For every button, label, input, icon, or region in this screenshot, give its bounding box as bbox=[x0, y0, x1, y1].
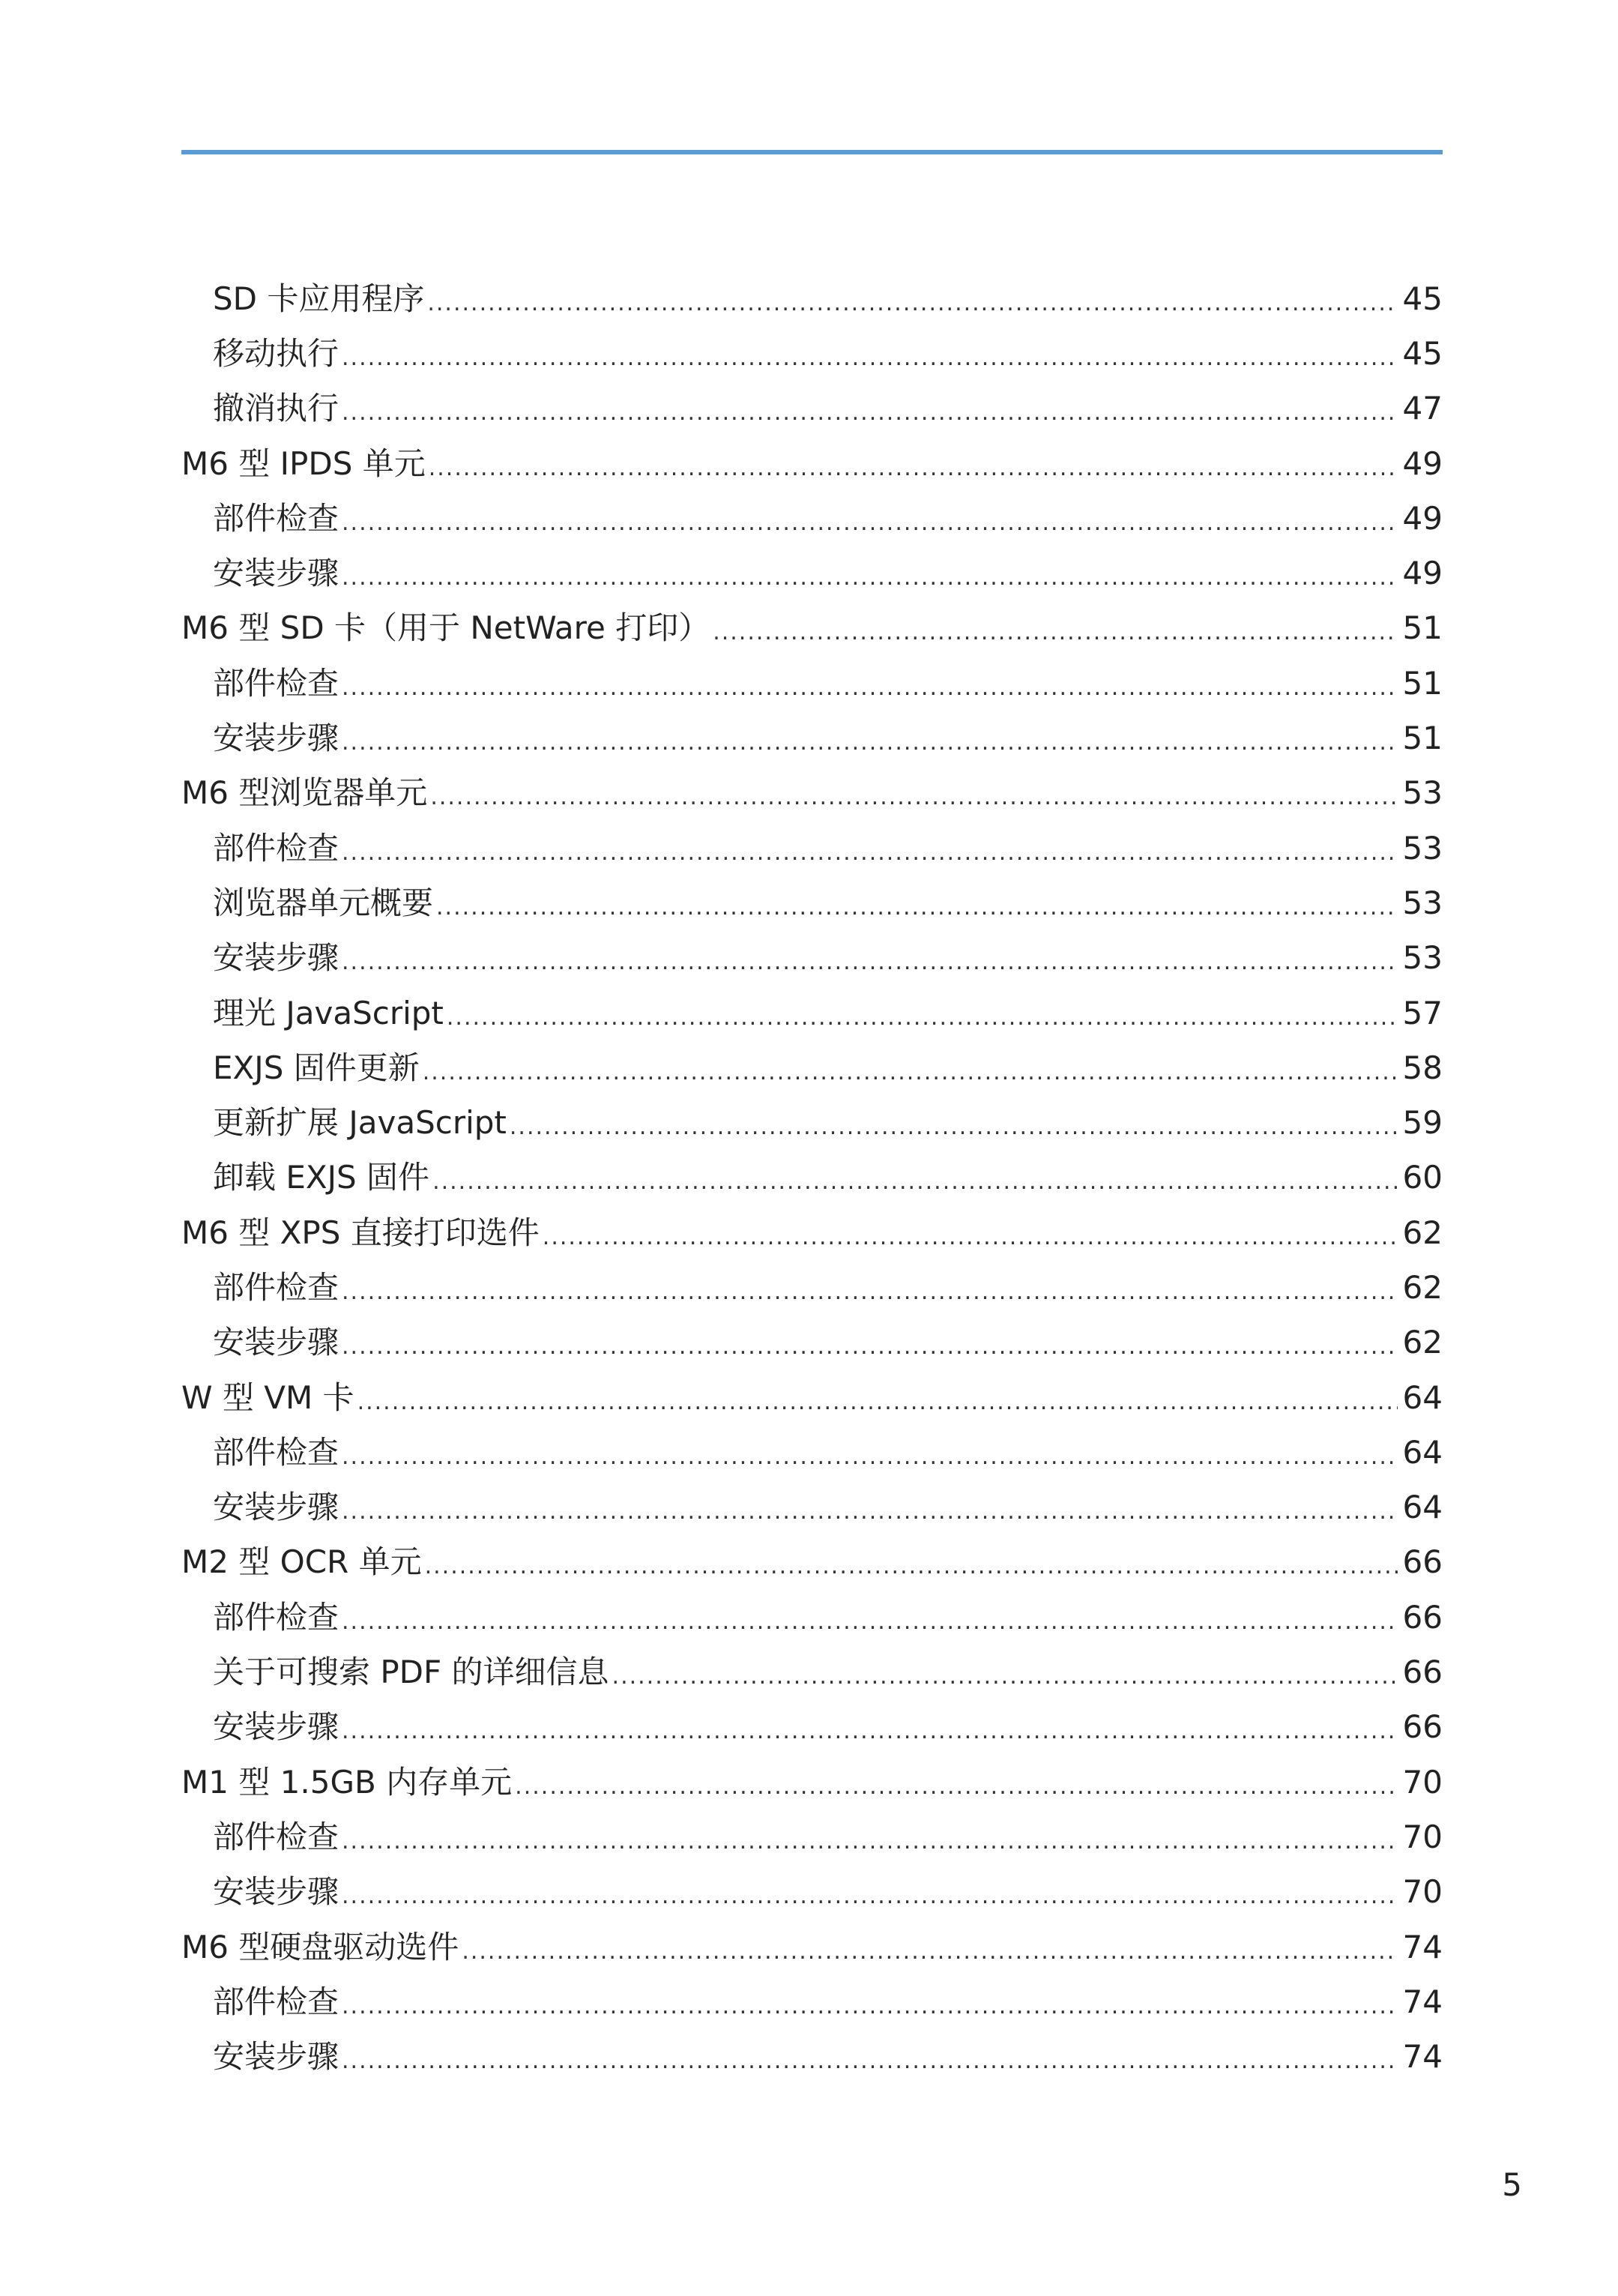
toc-dot-leader bbox=[342, 842, 1398, 864]
toc-entry-page: 49 bbox=[1402, 499, 1443, 537]
toc-entry-page: 66 bbox=[1402, 1654, 1443, 1691]
toc-entry-page: 49 bbox=[1402, 445, 1443, 482]
toc-entry-title: M6 型 XPS 直接打印选件 bbox=[181, 1214, 540, 1251]
toc-entry-page: 58 bbox=[1402, 1049, 1443, 1086]
toc-entry-page: 64 bbox=[1402, 1433, 1443, 1471]
toc-entry-page: 49 bbox=[1402, 555, 1443, 592]
toc-entry-page: 70 bbox=[1402, 1873, 1443, 1911]
toc-entry-title: 安装步骤 bbox=[213, 2038, 339, 2076]
toc-entry[interactable] bbox=[181, 601, 1443, 656]
toc-entry-title: M6 型硬盘驱动选件 bbox=[181, 1928, 459, 1965]
toc-entry-title: 安装步骤 bbox=[213, 939, 339, 977]
toc-entry-title: 更新扩展 JavaScript bbox=[213, 1104, 507, 1142]
toc-entry-title: 部件检查 bbox=[213, 1433, 339, 1471]
toc-entry[interactable] bbox=[181, 1920, 1443, 1974]
toc-entry[interactable] bbox=[181, 1865, 1443, 1920]
toc-dot-leader bbox=[357, 1391, 1398, 1414]
toc-entry[interactable] bbox=[181, 491, 1443, 546]
toc-entry[interactable] bbox=[181, 1151, 1443, 1205]
toc-entry[interactable] bbox=[181, 1260, 1443, 1315]
toc-dot-leader bbox=[342, 512, 1398, 534]
toc-entry-page: 70 bbox=[1402, 1763, 1443, 1801]
toc-entry-title: 浏览器单元概要 bbox=[213, 884, 434, 921]
toc-entry-title: M6 型 SD 卡（用于 NetWare 打印） bbox=[181, 609, 710, 647]
toc-entry[interactable] bbox=[181, 1370, 1443, 1425]
toc-entry[interactable] bbox=[181, 1755, 1443, 1810]
toc-entry[interactable] bbox=[181, 1480, 1443, 1535]
toc-entry-page: 53 bbox=[1402, 939, 1443, 977]
toc-dot-leader bbox=[342, 1885, 1398, 1908]
toc-entry[interactable] bbox=[181, 436, 1443, 491]
toc-dot-leader bbox=[425, 1555, 1398, 1578]
toc-entry[interactable] bbox=[181, 271, 1443, 326]
toc-entry-page: 51 bbox=[1402, 609, 1443, 647]
toc-entry[interactable] bbox=[181, 656, 1443, 711]
toc-dot-leader bbox=[342, 567, 1398, 589]
toc-entry[interactable] bbox=[181, 1645, 1443, 1699]
toc-entry-title: M6 型浏览器单元 bbox=[181, 774, 428, 812]
toc-dot-leader bbox=[462, 1941, 1398, 1963]
toc-entry-title: 安装步骤 bbox=[213, 555, 339, 592]
toc-entry-page: 45 bbox=[1402, 334, 1443, 372]
toc-dot-leader bbox=[342, 732, 1398, 754]
toc-dot-leader bbox=[432, 1171, 1398, 1193]
page-number: 5 bbox=[1502, 2166, 1522, 2203]
toc-entry-page: 74 bbox=[1402, 1928, 1443, 1965]
toc-dot-leader bbox=[515, 1776, 1398, 1798]
toc-entry-page: 66 bbox=[1402, 1598, 1443, 1636]
toc-entry-title: EXJS 固件更新 bbox=[213, 1049, 420, 1086]
toc-entry-page: 47 bbox=[1402, 390, 1443, 427]
toc-dot-leader bbox=[342, 1336, 1398, 1358]
toc-entry-page: 66 bbox=[1402, 1543, 1443, 1581]
toc-entry-page: 59 bbox=[1402, 1104, 1443, 1142]
toc-entry-title: 理光 JavaScript bbox=[213, 994, 444, 1031]
toc-entry[interactable] bbox=[181, 986, 1443, 1040]
toc-entry-page: 53 bbox=[1402, 829, 1443, 867]
toc-entry-page: 53 bbox=[1402, 884, 1443, 921]
toc-entry-title: 撤消执行 bbox=[213, 390, 339, 427]
toc-entry-page: 53 bbox=[1402, 774, 1443, 812]
toc-entry[interactable] bbox=[181, 1590, 1443, 1645]
toc-entry-title: 移动执行 bbox=[213, 334, 339, 372]
toc-dot-leader bbox=[436, 897, 1398, 919]
toc-entry[interactable] bbox=[181, 382, 1443, 436]
toc-entry-page: 62 bbox=[1402, 1214, 1443, 1251]
toc-entry-title: 部件检查 bbox=[213, 499, 339, 537]
toc-dot-leader bbox=[342, 402, 1398, 424]
toc-entry-title: M6 型 IPDS 单元 bbox=[181, 445, 426, 482]
toc-entry-page: 62 bbox=[1402, 1268, 1443, 1306]
toc-entry-title: W 型 VM 卡 bbox=[181, 1378, 354, 1416]
toc-entry-page: 60 bbox=[1402, 1159, 1443, 1196]
toc-dot-leader bbox=[423, 1061, 1398, 1084]
header-rule bbox=[181, 150, 1443, 154]
toc-entry-title: 部件检查 bbox=[213, 829, 339, 867]
toc-dot-leader bbox=[612, 1666, 1398, 1688]
toc-entry-page: 62 bbox=[1402, 1324, 1443, 1361]
toc-entry[interactable] bbox=[181, 1700, 1443, 1755]
toc-entry[interactable] bbox=[181, 1425, 1443, 1480]
toc-entry[interactable] bbox=[181, 766, 1443, 821]
toc-entry-title: 部件检查 bbox=[213, 1818, 339, 1855]
toc-dot-leader bbox=[342, 1501, 1398, 1523]
toc-entry[interactable] bbox=[181, 711, 1443, 765]
toc-entry-page: 64 bbox=[1402, 1378, 1443, 1416]
toc-dot-leader bbox=[713, 621, 1398, 644]
toc-entry-title: 部件检查 bbox=[213, 664, 339, 702]
toc-dot-leader bbox=[342, 347, 1398, 370]
toc-entry[interactable] bbox=[181, 326, 1443, 381]
toc-dot-leader bbox=[342, 951, 1398, 974]
toc-dot-leader bbox=[342, 677, 1398, 699]
toc-entry[interactable] bbox=[181, 1040, 1443, 1095]
toc-entry-title: 部件检查 bbox=[213, 1268, 339, 1306]
toc-entry[interactable] bbox=[181, 1810, 1443, 1864]
toc-dot-leader bbox=[342, 1831, 1398, 1853]
toc-dot-leader bbox=[543, 1226, 1398, 1249]
toc-entry-title: 安装步骤 bbox=[213, 1489, 339, 1526]
toc-entry-title: 关于可搜索 PDF 的详细信息 bbox=[213, 1654, 609, 1691]
toc-entry-page: 51 bbox=[1402, 720, 1443, 757]
toc-dot-leader bbox=[342, 1446, 1398, 1468]
toc-entry[interactable] bbox=[181, 1974, 1443, 2029]
toc-entry[interactable] bbox=[181, 821, 1443, 876]
toc-entry[interactable] bbox=[181, 2030, 1443, 2085]
toc-dot-leader bbox=[427, 292, 1398, 315]
toc-entry-title: M1 型 1.5GB 内存单元 bbox=[181, 1763, 513, 1801]
toc-entry-page: 64 bbox=[1402, 1489, 1443, 1526]
toc-entry-title: 卸载 EXJS 固件 bbox=[213, 1159, 430, 1196]
toc-dot-leader bbox=[429, 457, 1398, 480]
toc-entry[interactable] bbox=[181, 876, 1443, 930]
toc-entry-title: M2 型 OCR 单元 bbox=[181, 1543, 422, 1581]
toc-dot-leader bbox=[447, 1007, 1398, 1029]
toc-entry-title: SD 卡应用程序 bbox=[213, 280, 425, 317]
toc-entry-title: 部件检查 bbox=[213, 1598, 339, 1636]
toc-dot-leader bbox=[342, 2050, 1398, 2073]
toc-entry[interactable] bbox=[181, 1205, 1443, 1260]
toc-entry[interactable] bbox=[181, 1316, 1443, 1370]
toc-entry-title: 安装步骤 bbox=[213, 1873, 339, 1911]
toc-dot-leader bbox=[430, 786, 1398, 809]
toc-dot-leader bbox=[342, 1720, 1398, 1743]
toc-entry-title: 部件检查 bbox=[213, 1983, 339, 2020]
toc-entry-page: 66 bbox=[1402, 1708, 1443, 1746]
toc-dot-leader bbox=[510, 1116, 1398, 1139]
toc-entry-title: 安装步骤 bbox=[213, 1708, 339, 1746]
toc-entry[interactable] bbox=[181, 1095, 1443, 1150]
toc-dot-leader bbox=[342, 1995, 1398, 2018]
toc-entry[interactable] bbox=[181, 546, 1443, 600]
toc-entry-page: 57 bbox=[1402, 994, 1443, 1031]
table-of-contents bbox=[181, 271, 1443, 2085]
toc-entry-page: 45 bbox=[1402, 280, 1443, 317]
toc-entry-page: 51 bbox=[1402, 664, 1443, 702]
toc-entry-page: 70 bbox=[1402, 1818, 1443, 1855]
toc-entry-title: 安装步骤 bbox=[213, 1324, 339, 1361]
toc-dot-leader bbox=[342, 1281, 1398, 1304]
toc-entry[interactable] bbox=[181, 931, 1443, 986]
toc-entry-title: 安装步骤 bbox=[213, 720, 339, 757]
toc-entry-page: 74 bbox=[1402, 2038, 1443, 2076]
toc-entry-page: 74 bbox=[1402, 1983, 1443, 2020]
toc-entry[interactable] bbox=[181, 1535, 1443, 1590]
toc-dot-leader bbox=[342, 1611, 1398, 1633]
